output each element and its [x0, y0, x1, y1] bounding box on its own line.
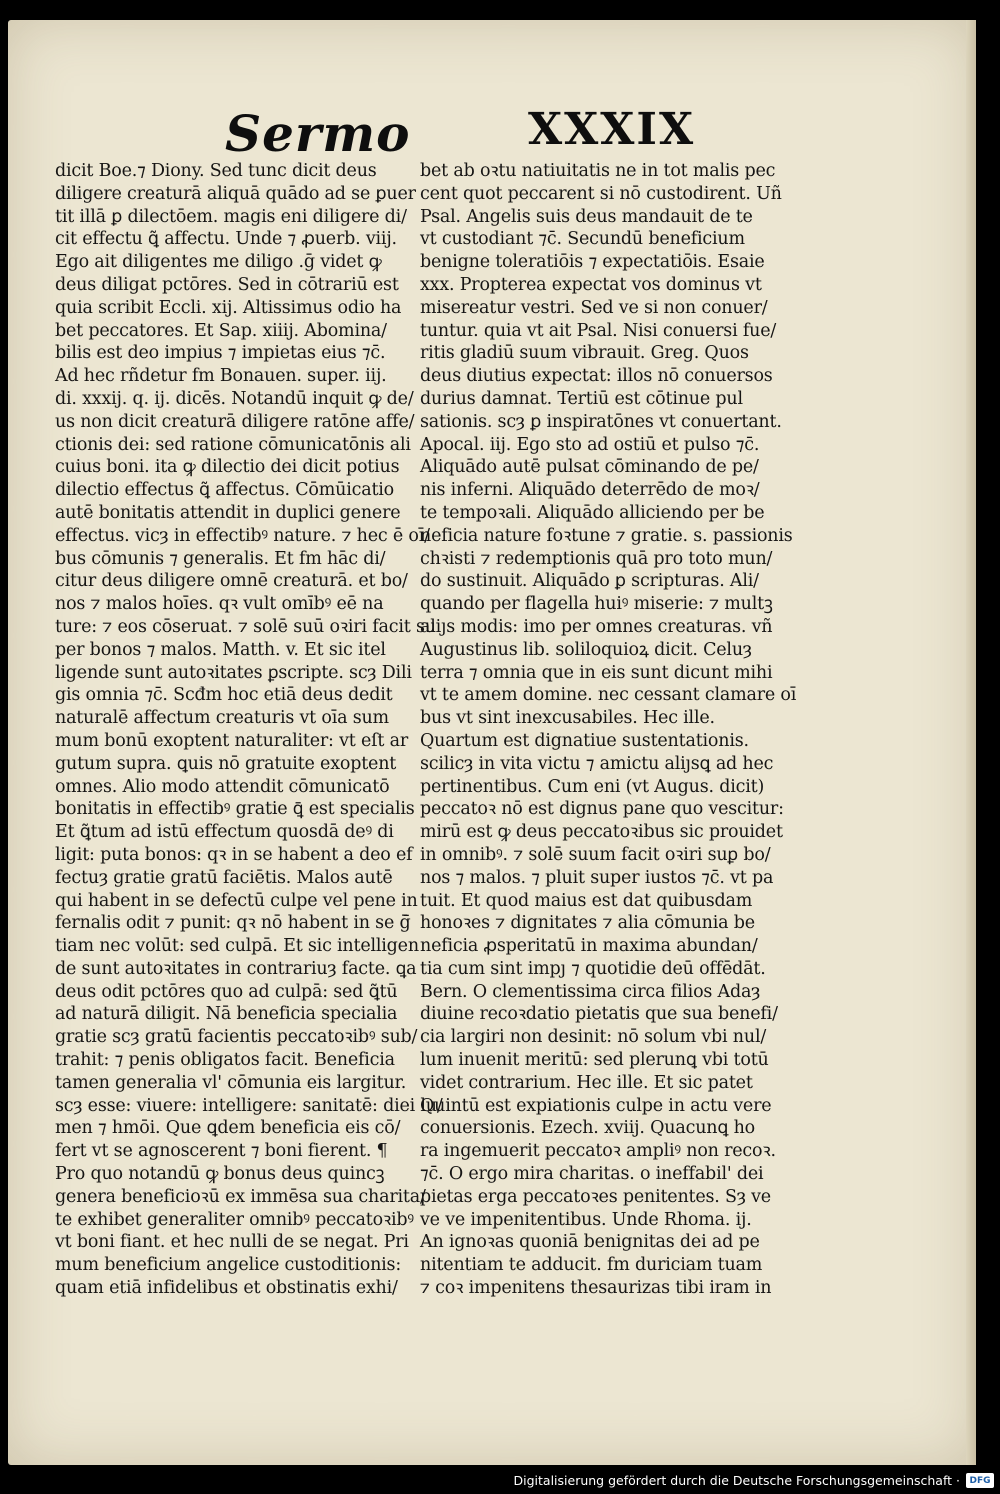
text-line: us non dicit creaturā diligere ratōne affe/: [55, 411, 415, 432]
text-line: mum bonū exoptent naturaliter: vt eſt ar: [55, 730, 409, 751]
text-line: Psal. Angelis suis deus mandauit de te: [420, 206, 753, 227]
text-line: in omnibꝰ. ⁊ solē suum facit oꝛiri suꝑ bo/: [420, 844, 771, 865]
text-line: tamen generalia vl' cōmunia eis largitur.: [55, 1072, 407, 1093]
text-line: Quartum est dignatiue sustentationis.: [420, 730, 749, 751]
text-line: quia scribit Eccli. xij. Altissimus odio ha: [55, 297, 402, 318]
text-line: dicit Boe.⁊ Diony. Sed tunc dicit deus: [55, 161, 377, 181]
text-line: Aliquādo autē pulsat cōminando de pe/: [420, 457, 759, 478]
text-line: ad naturā diligit. Nā beneficia specialia: [55, 1004, 398, 1025]
text-line: sationis. scȝ ꝑ inspiratōnes vt conuertant.: [420, 411, 782, 432]
text-line: Ad hec rñdetur fm Bonauen. super. iij.: [55, 366, 387, 387]
text-line: chꝛisti ⁊ redemptionis quā pro toto mun/: [420, 548, 773, 569]
text-line: tuit. Et quod maius est dat quibusdam: [420, 890, 753, 911]
text-line: ⁊ coꝛ impenitens thesaurizas tibi iram in: [420, 1278, 772, 1299]
text-line: tit illā ꝑ dilectōem. magis eni diligere di/: [55, 206, 407, 227]
text-line: quam etiā infidelibus et obstinatis exhi/: [55, 1278, 398, 1299]
text-line: honoꝛes ⁊ dignitates ⁊ alia cōmunia be: [420, 913, 755, 934]
text-column-right: [420, 160, 797, 1300]
text-line: nis inferni. Aliquādo deterrēdo de moꝛ/: [420, 480, 760, 501]
text-line: te exhibet generaliter omnibꝰ peccatoꝛibꝰ: [55, 1209, 414, 1230]
text-line: neficia ꝓsperitatū in maxima abundan/: [420, 936, 758, 957]
text-line: Augustinus lib. soliloquioꝝ dicit. Celuȝ: [420, 639, 752, 660]
text-line: terra ⁊ omnia que in eis sunt dicunt mihi: [420, 662, 773, 683]
text-line: bilis est deo impius ⁊ impietas eius ⁊c̄.: [55, 343, 386, 364]
text-line: fectuȝ gratie gratū faciētis. Malos autē: [55, 867, 393, 888]
text-line: Pro quo notandū ꝙ bonus deus quincꝫ: [55, 1164, 385, 1185]
footer-text: Digitalisierung gefördert durch die Deutsche Forschungsgemeinschaft ·: [513, 1473, 960, 1488]
text-line: nos ⁊ malos hoīes. qꝛ vult omībꝰ eē na: [55, 594, 384, 615]
text-line: conuersionis. Ezech. xviij. Quacunꝗ ho: [420, 1118, 756, 1139]
text-line: cent quot peccarent si nō custodirent. Uñ: [420, 183, 782, 204]
text-line: ve ve impenitentibus. Unde Rhoma. ij.: [420, 1209, 752, 1230]
text-line: vt te amem domine. nec cessant clamare oī: [420, 685, 797, 706]
text-line: bus cōmunis ⁊ generalis. Et fm hāc di/: [55, 548, 386, 569]
text-line: genera beneficioꝛū ex immēsa sua charita/: [55, 1186, 426, 1207]
text-line: deus diligat pctōres. Sed in cōtrariū est: [55, 274, 399, 295]
text-line: pietas erga peccatoꝛes penitentes. Sȝ ve: [420, 1186, 771, 1207]
text-line: lum inuenit meritū: sed plerunꝗ vbi totū: [420, 1050, 769, 1071]
text-line: neficia nature foꝛtune ⁊ gratie. s. passionis: [420, 525, 793, 546]
text-line: nitentiam te adducit. fm duriciam tuam: [420, 1255, 763, 1276]
text-line: naturalē affectum creaturis vt oīa sum: [55, 708, 389, 729]
text-line: per bonos ⁊ malos. Matth. v. Et sic itel: [55, 639, 386, 660]
text-line: citur deus diligere omnē creaturā. et bo/: [55, 571, 408, 592]
text-line: gutum supra. ꝗuis nō gratuite exoptent: [55, 753, 397, 774]
text-line: videt contrarium. Hec ille. Et sic patet: [420, 1072, 753, 1093]
text-line: cuius boni. ita ꝙ dilectio dei dicit potius: [55, 457, 400, 478]
text-line: deus odit pctōres quo ad culpā: sed ꝗ̃tū: [55, 981, 398, 1002]
text-line: tuntur. quia vt ait Psal. Nisi conuersi fue/: [420, 320, 777, 341]
text-line: An ignoꝛas quoniā benignitas dei ad pe: [420, 1232, 760, 1253]
text-line: Bern. O clementissima circa filios Adaȝ: [420, 981, 761, 1002]
text-line: autē bonitatis attendit in duplici genere: [55, 502, 401, 523]
text-line: qui habent in se defectū culpe vel pene in: [55, 890, 418, 911]
text-line: ligende sunt autoꝛitates ꝑscripte. scȝ Dili: [55, 662, 412, 683]
text-line: aliȷs modis: imo per omnes creaturas. vñ: [420, 616, 773, 637]
text-line: omnes. Alio modo attendit cōmunicatō: [55, 776, 390, 797]
text-line: durius damnat. Tertiū est cōtinue pul: [420, 388, 743, 409]
text-line: mirū est ꝙ deus peccatoꝛibus sic prouidet: [420, 822, 783, 843]
text-line: di. xxxij. q. ij. dicēs. Notandū inquit ꝙ de/: [55, 388, 414, 409]
text-line: tia cum sint impȷ ⁊ quotidie deū offēdāt.: [420, 958, 766, 979]
text-line: benigne toleratiōis ⁊ expectatiōis. Esaie: [420, 252, 765, 273]
text-line: de sunt autoꝛitates in contrariuȝ facte. ꝗa: [55, 958, 417, 979]
text-line: fert vt se agnoscerent ⁊ boni fierent. ¶: [55, 1141, 388, 1162]
text-line: bet ab oꝛtu natiuitatis ne in tot malis pec: [420, 161, 776, 181]
text-line: tiam nec volūt: sed culpā. Et sic intelligen: [55, 936, 419, 957]
text-line: xxx. Propterea expectat vos dominus vt: [420, 274, 762, 295]
text-line: vt boni fiant. et hec nulli de se negat. Pri: [55, 1232, 409, 1253]
text-line: ctionis dei: sed ratione cōmunicatōnis ali: [55, 434, 411, 455]
text-line: ture: ⁊ eos cōseruat. ⁊ solē suū oꝛiri facit su: [55, 616, 436, 637]
text-line: pertinentibus. Cum eni (vt Augus. dicit): [420, 776, 765, 797]
text-line: Quintū est expiationis culpe in actu vere: [420, 1095, 772, 1116]
text-column-left: [55, 160, 443, 1300]
text-line: diligere creaturā aliquā quādo ad se ꝑuer: [55, 183, 416, 204]
text-line: scilicȝ in vita victu ⁊ amictu aliȷsꝗ ad hec: [420, 753, 774, 774]
text-line: bonitatis in effectibꝰ gratie ꝗ̄ est specialis: [55, 799, 415, 820]
text-line: fernalis odit ⁊ punit: qꝛ nō habent in se ḡ̄: [55, 913, 411, 934]
text-line: dilectio effectus ꝗ̃ affectus. Cōmūicatio: [55, 480, 395, 501]
text-line: misereatur vestri. Sed ve si non conuer/: [420, 297, 768, 318]
dfg-logo-icon: DFG: [966, 1473, 994, 1488]
text-line: ra ingemuerit peccatoꝛ ampliꝰ non recoꝛ.: [420, 1141, 776, 1162]
text-line: ligit: puta bonos: qꝛ in se habent a deo ef: [55, 844, 413, 865]
text-line: trahit: ⁊ penis obligatos facit. Beneficia: [55, 1050, 395, 1071]
text-line: te tempoꝛali. Aliquādo alliciendo per be: [420, 502, 765, 523]
text-line: scȝ esse: viuere: intelligere: sanitatē: diei lu/: [55, 1095, 443, 1116]
text-line: Apocal. iij. Ego sto ad ostiū et pulso ⁊c̄.: [420, 434, 760, 455]
text-line: cit effectu ꝗ̃ affectu. Unde ⁊ ꝓuerb. viij.: [55, 229, 397, 250]
text-line: Ego ait diligentes me diligo .ḡ videt ꝙ: [55, 252, 382, 273]
text-line: mum beneficium angelice custoditionis:: [55, 1255, 402, 1276]
text-line: do sustinuit. Aliquādo ꝑ scripturas. Ali/: [420, 571, 759, 592]
text-line: gratie scȝ gratū facientis peccatoꝛibꝰ sub/: [55, 1027, 418, 1048]
text-line: diuine recoꝛdatio pietatis que sua benefi/: [420, 1004, 778, 1025]
text-line: peccatoꝛ nō est dignus pane quo vescitur:: [420, 799, 784, 820]
text-line: men ⁊ hmōi. Que ꝗdem beneficia eis cō/: [55, 1118, 401, 1139]
text-line: ritis gladiū suum vibrauit. Greg. Quos: [420, 343, 749, 364]
text-line: effectus. vicȝ in effectibꝰ nature. ⁊ hec ē oī/: [55, 525, 430, 546]
page-edge: [966, 20, 976, 1465]
text-line: Et ꝗ̃tum ad istū effectum quosdā deꝰ di: [55, 822, 394, 843]
text-line: gis omnia ⁊c̄. Scđm hoc etiā deus dedit: [55, 685, 393, 706]
text-line: deus diutius expectat: illos nō conuersos: [420, 366, 773, 387]
running-head-sermo: Sermo: [225, 104, 411, 163]
text-line: vt custodiant ⁊c̄. Secundū beneficium: [420, 229, 745, 250]
running-head-number: XXXIX: [528, 104, 696, 155]
footer-credit: [514, 1473, 995, 1488]
text-line: bus vt sint inexcusabiles. Hec ille.: [420, 708, 715, 729]
text-line: cia largiri non desinit: nō solum vbi nul/: [420, 1027, 767, 1048]
text-line: nos ⁊ malos. ⁊ pluit super iustos ⁊c̄. vt pa: [420, 867, 774, 888]
text-line: ⁊c̄. O ergo mira charitas. o ineffabil' dei: [420, 1164, 764, 1185]
text-line: bet peccatores. Et Sap. xiiij. Abomina/: [55, 320, 387, 341]
text-line: quando per flagella huiꝰ miserie: ⁊ multꝫ: [420, 594, 773, 615]
